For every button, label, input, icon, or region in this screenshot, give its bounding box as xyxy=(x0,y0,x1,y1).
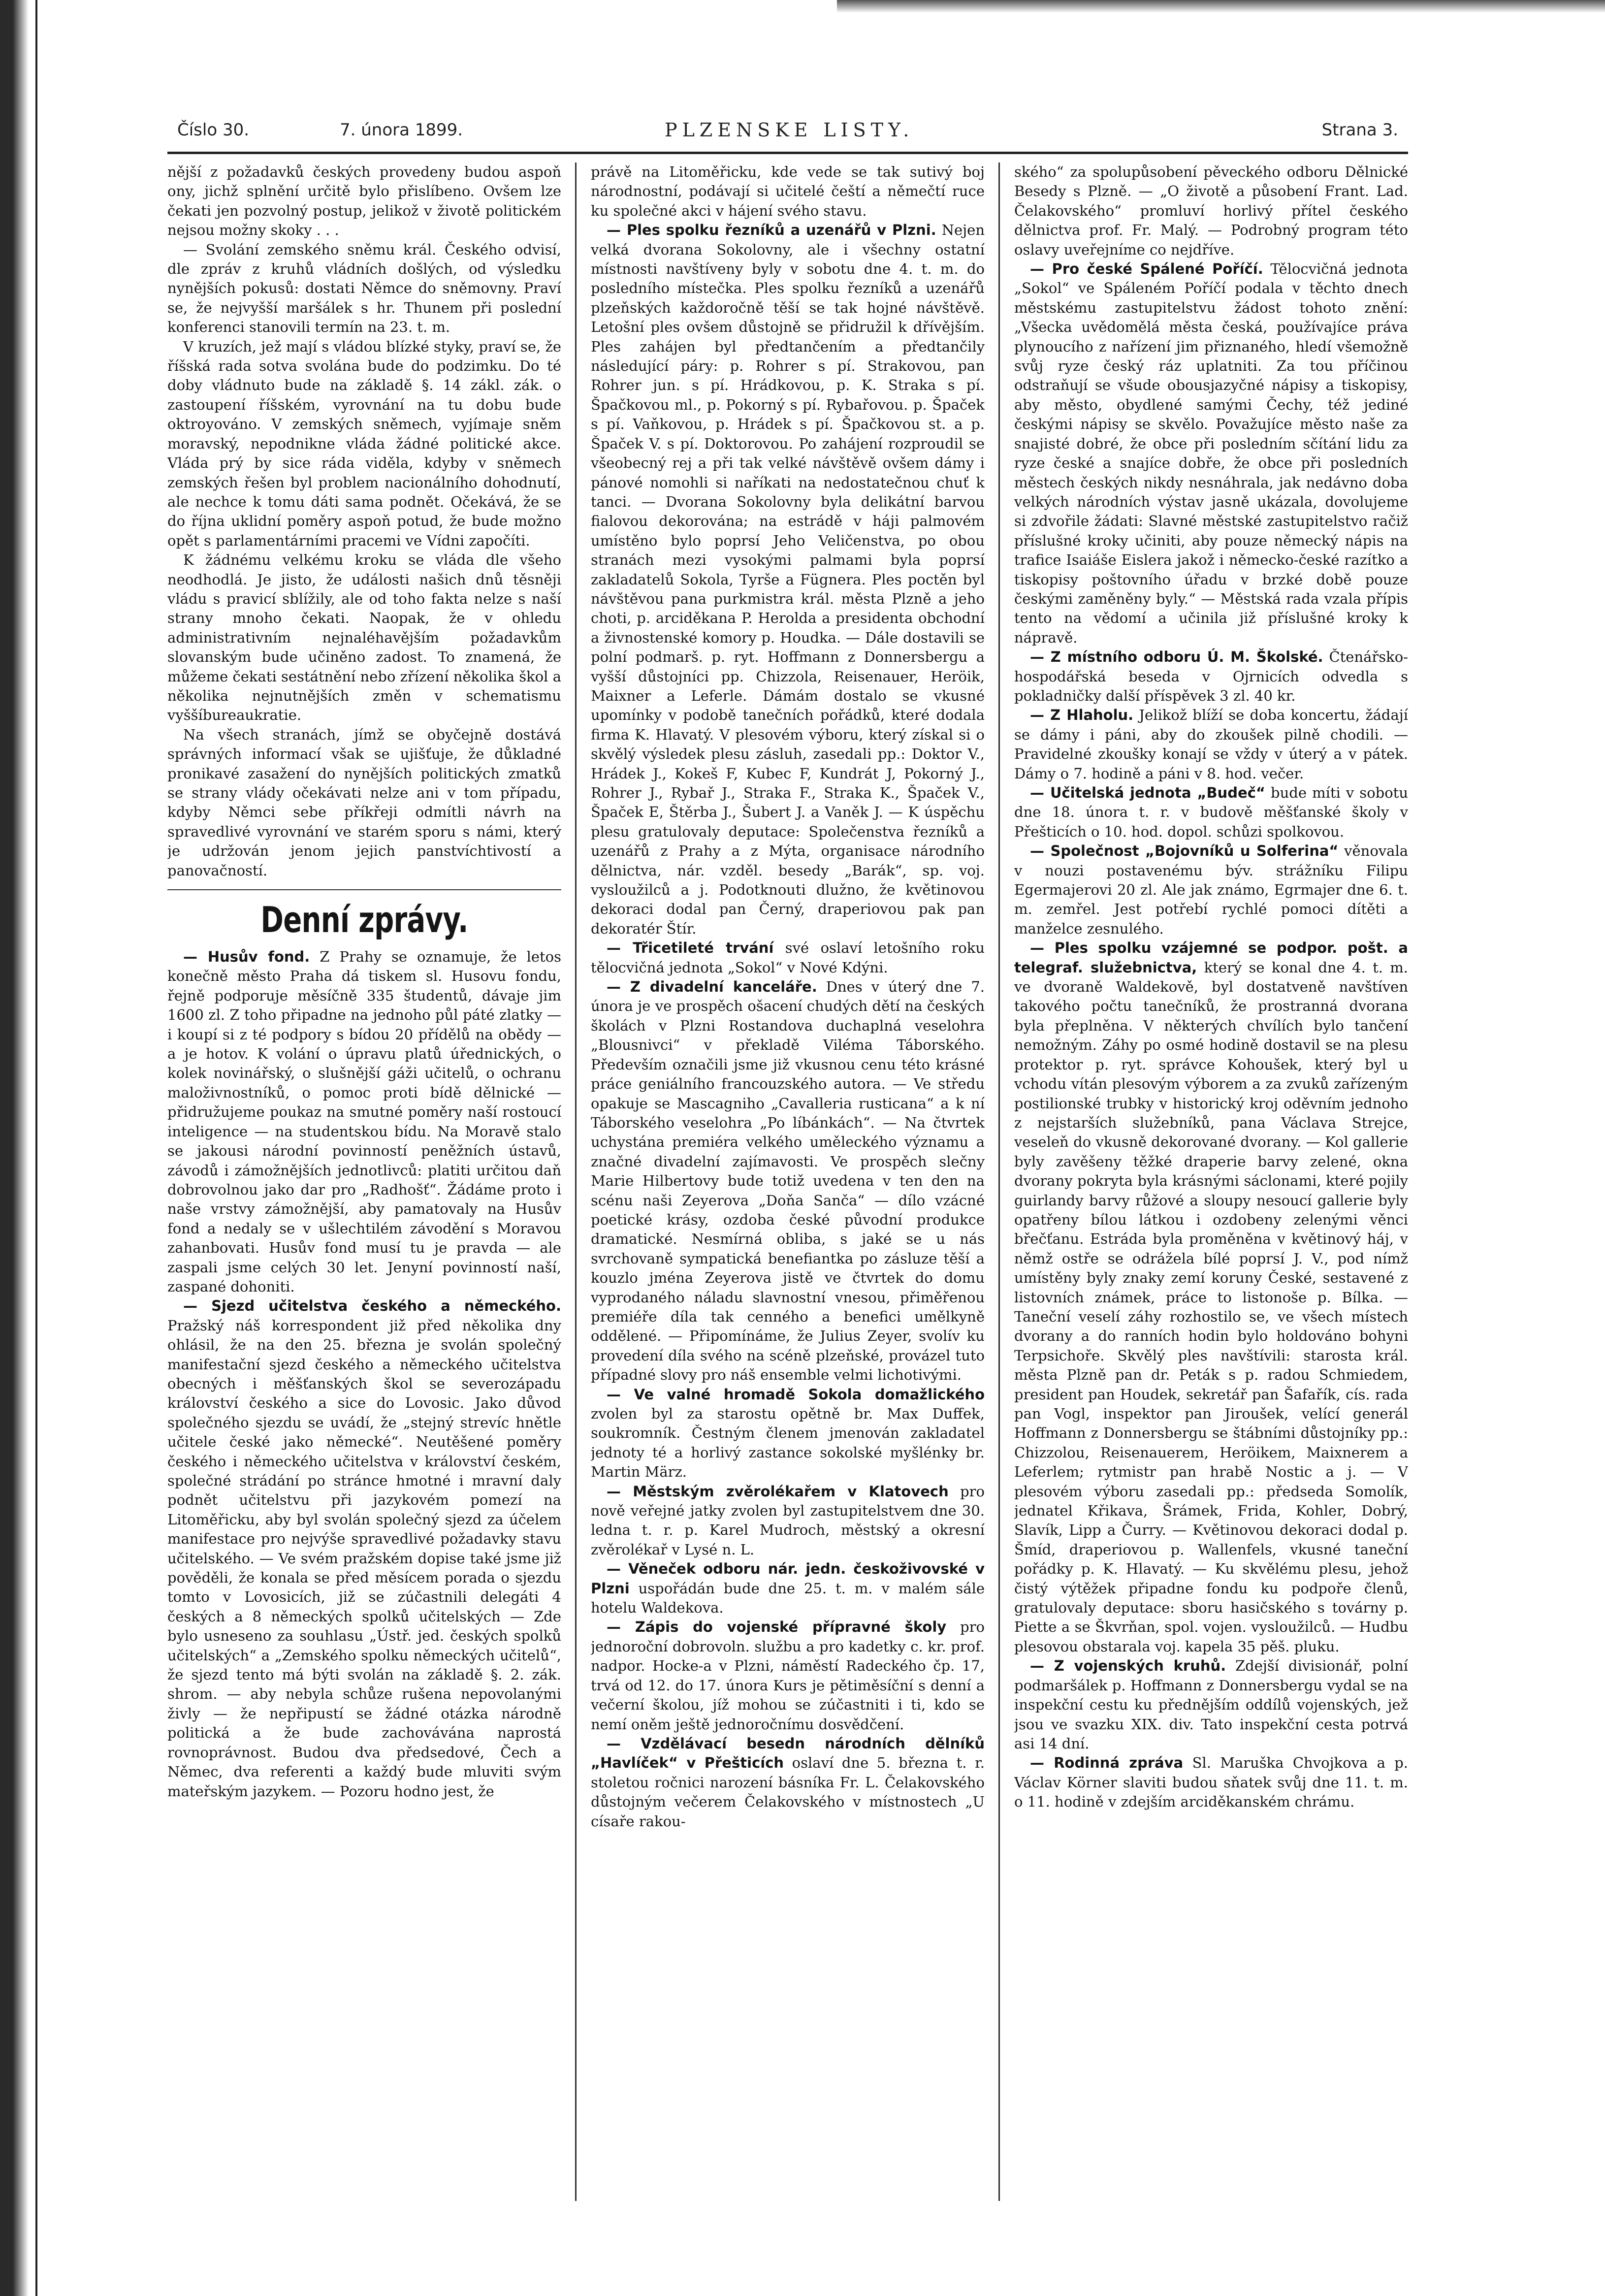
news-text: Sl. Maruška Chvojkova a p. Václav Körner slaviti budou sňatek svůj dne 11. t. m. o 11. hodině v zdejším arciděkanském chrámu. xyxy=(1014,1754,1408,1811)
article-continuation: ského“ za spolupůsobení pěveckého odboru Dělnické Besedy s Plzně. — „O životě a působení Frant. Lad. Čelakovského“ promluví horlivý přítel českého dělnictva prof. Fr. Malý. — Podrobný program této oslavy uveřejníme co nejdříve. xyxy=(1014,163,1408,258)
news-item xyxy=(591,1482,985,1560)
news-headline: — Ve valné hromadě Sokola domažlického xyxy=(607,1386,985,1403)
news-item xyxy=(1014,783,1408,841)
issue-number: Číslo 30. xyxy=(177,120,250,140)
column-divider xyxy=(575,162,577,2201)
news-text: Čtenářsko-hospodářská beseda v Ojrnicích odvedla s pokladničky další příspěvek 3 zl. 40 kr. xyxy=(1014,648,1408,704)
masthead-title: PLZENSKE LISTY. xyxy=(665,119,914,141)
scan-top-shadow xyxy=(837,0,1605,13)
news-headline: — Třicetileté trvání xyxy=(607,939,774,957)
article-paragraph: K žádnému velkému kroku se vláda dle všeho neodhodlá. Je jisto, že události našich dnů těsněji vládu s pravicí sblížily, ale od toho fakta nelze s naší strany mnoho čekati. Naopak, že v ohledu administrativním nejnaléhavějším požadavkům slovanským bude učiněno zadost. To znamená, že můžeme čekati sestátnění nebo zřízení několika škol a několika nejnutnějších změn v schematismu vyššíbureaukratie. xyxy=(167,551,561,724)
news-headline: — Sjezd učitelstva českého a německého. xyxy=(183,1297,561,1315)
news-headline: — Z Hlaholu. xyxy=(1030,707,1134,724)
news-headline: — Pro české Spálené Poříčí. xyxy=(1030,260,1263,278)
news-text: bude míti v sobotu dne 18. února t. r. v budově měšťanské školy v Přešticích o 10. hod. dopol. schůzi spolkovou. xyxy=(1014,784,1408,840)
news-text: který se konal dne 4. t. m. ve dvoraně Waldekově, byl dostatveně navštíven takového počtu tanečníků, že prostranná dvorana byla přeplněna. V některých chvílích bylo tančení nemožným. Záhy po osmé hodině dostavil se na plesu protektor p. ryt. správce Kohoušek, který byl u vchodu vítán plesovým výborem a za zvuků zařízeným postilionské trubky v historický kroj oděvním jednoho z nejstarších služebníků, pana Václava Strejce, veseleň do vkusně dekorované dvorany. — Kol gallerie byly zavěšeny těžké draperie barvy zelené, okna dvorany pokryta byla krásnými sáclonami, které pojily guirlandy barvy růžové a sloupy nesoucí gallerie byly opatřeny bílou látkou i ozdobeny zelenými věnci břečťanu. Estráda byla proměněna v květinový háj, v němž ostře se odrážela bílé poprsí J. V., pod nímž umístěny byly znaky zemí koruny České, sestavené z listovních známek, práce to listonoše p. Bílka. — Taneční veselí záhy rozhostilo se, ve všech místech dvorany a do ranních hodin bylo holdováno bohyni Terpsichoře. Skvělý ples navštívili: starosta král. města Plzně pan dr. Peták s p. radou Schmiedem, president pan Houdek, sekretář pan Šafařík, cís. rada pan Vogl, inspektor pan Jiroušek, velící generál Hoffmann z Donnersbergu se štábními důstojníky pp.: Chizzolou, Reisenauerem, Heröikem, Maixnerem a Leferlem; rytmistr pan hrabě Nostic a j. — V plesovém výboru zasedali pp.: předseda Somolík, jednatel Křikava, Šrámek, Frida, Kohler, Dobrý, Slavík, Lipp a Čurry. — Květinovou dekoraci dodal p. Šmíd, draperiovou p. Wallenfels, vkusné taneční pořádky p. K. Hlavatý. — Ku skvělému plesu, jehož čistý výtěžek připadne fondu ku podpoře členů, gratulovaly deputace: sboru hasičského s továrny p. Piette a se Škvrňan, spol. vojen. vysloužilců. — Hudbu plesovou obstarala voj. kapela 35 pěš. pluku. xyxy=(1014,959,1408,1655)
news-item xyxy=(167,947,561,1296)
news-item xyxy=(1014,259,1408,647)
article-continuation: právě na Litoměřicku, kde vede se tak sutivý boj národnostní, podávají si učitelé čeští a němečtí ruce ku společné akci v hájení svého stavu. xyxy=(591,163,985,219)
news-headline: — Ples spolku řezníků a uzenářů v Plzni. xyxy=(607,222,936,239)
article-paragraph: Na všech stranách, jímž se obyčejně dostává správných informací však se ujišťuje, že důkladné pronikavé zasažení do nynějších politických zmatků se strany vlády očekávati nelze ani v tom případu, kdyby Němci sebe příkřeji odmítli návrh na spravedlivé vyrovnání ve starém sporu s námi, který je udržován jenom jejich panstvíchtivostí a panovačností. xyxy=(167,726,561,879)
issue-date: 7. února 1899. xyxy=(340,120,463,140)
news-headline: — Z divadelní kanceláře. xyxy=(607,978,817,996)
news-item xyxy=(591,1385,985,1482)
header-rule xyxy=(167,152,1408,154)
news-item xyxy=(1014,938,1408,1656)
news-item xyxy=(591,1559,985,1617)
section-heading-denni-zpravy: Denní zprávy. xyxy=(260,899,468,941)
article-continuation: nější z požadavků českých provedeny budou aspoň ony, jichž splnění určitě bylo přislíbeno. Ovšem lze čekati jen pozvolný postup, jelikož v životě politickém nejsou možny skoky . . . xyxy=(167,163,561,239)
news-item xyxy=(1014,706,1408,783)
newspaper-page xyxy=(167,113,1408,2211)
news-headline: — Zápis do vojenské přípravné školy xyxy=(607,1618,947,1636)
news-headline: — Společnost „Bojovníků u Solferina“ xyxy=(1030,842,1339,860)
news-item xyxy=(591,1734,985,1831)
column-divider xyxy=(998,162,1000,2201)
news-headline: — Rodinná zpráva xyxy=(1030,1754,1184,1772)
news-headline: — Z vojenských kruhů. xyxy=(1030,1657,1226,1675)
column-2 xyxy=(591,162,985,2201)
news-item xyxy=(1014,1753,1408,1811)
news-item xyxy=(591,938,985,977)
news-text: Tělocvičná jednota „Sokol“ ve Spáleném Poříčí podala v těchto dnech městskému zastupitelstvu žádost tohoto znění: „Všecka uvědomělá města česká, používajíce práva plynoucího z nařízení jim přiznaného, hledí všemožně svůj ryze český ráz uplatniti. Za tou příčinou odstraňují se všude obousjazyčné nápisy a tiskopisy, aby město, obydlené samými Čechy, též jediné českými nápisy se skvělo. Považujíce město naše za snajisté dobré, že obce při posledním sčítání lidu za ryze české a snajíce dobře, že obce při posledních městech českých nikdy nesnáhrala, jak nedávno doba velkých národních výstav jasně ukázala, dovolujeme si zdvořile žádati: Slavné městské zastupitelstvo račiž příslušné kroky učiniti, aby pouze německý nápis na trafice Isaiáše Eislera jakož i německo-české razítko a tiskopisy poštovního úřadu v brzké době pouze českými zaměněny byly.“ — Městská rada vzala přípis tento na vědomí a učinila již příslušné kroky k nápravě. xyxy=(1014,260,1408,646)
news-headline: — Učitelská jednota „Budeč“ xyxy=(1030,784,1265,801)
news-headline: — Vzdělávací besedn národních dělníků „Havlíček“ v Přešticích xyxy=(591,1735,985,1772)
news-headline: — Městským zvěrolékařem v Klatovech xyxy=(607,1483,949,1500)
news-item xyxy=(1014,841,1408,938)
news-text: oslaví dne 5. března t. r. stoletou ročnici narození básníka Fr. L. Čelakovského důstojným večerem Čelakovského v místnostech „U císaře rakou- xyxy=(591,1754,985,1830)
section-rule xyxy=(167,889,561,890)
scan-binding-shadow xyxy=(0,0,29,2296)
news-item xyxy=(591,977,985,1385)
column-3 xyxy=(1014,162,1408,2201)
news-headline: — Z místního odboru Ú. M. Školské. xyxy=(1030,648,1323,666)
news-text: pro nově veřejné jatky zvolen byl zastupitelstvem dne 30. ledna t. r. p. Karel Mudroch, městský a okresní zvěrolékař v Lysé n. L. xyxy=(591,1483,985,1558)
news-text: své oslaví letošního roku tělocvičná jednota „Sokol“ v Nové Kdýni. xyxy=(591,939,985,976)
page-number: Strana 3. xyxy=(1321,120,1398,140)
news-text: pro jednoroční dobrovoln. službu a pro kadetky c. kr. prof. nadpor. Hocke-a v Plzni, náměstí Radeckého čp. 17, trvá od 12. do 17. února Kurs je pětiměsíční s denní a večerní školou, jíž mohou se zúčastniti i ti, kdo se nemí oněm ještě jednoročnímu dosvědčení. xyxy=(591,1618,985,1733)
news-text: Pražský náš korrespondent již před několika dny ohlásil, že na den 25. března je svolán společný manifestační sjezd českého a německého učitelstva obecných i měšťanských škol se severozápadu království českého a sice do Lovosic. Jako důvod společného sjezdu se uvádí, že „stejný strevíc hnětle učitele české jako německé“. Neutěšené poměry českého i německého učitelstva v království českém, společné strádání po stránce hmotné i mravní daly podnět učitelstvu při jazykovém pomezí na Litoměřicku, aby byl svolán společný sjezd za účelem manifestace pro nejvýše spravedlivé požadavky stavu učitelského. — Ve svém pražském dopise také jsme již pověděli, že konala se před měsícem porada o sjezdu tomto v Lovosicích, již se zúčastnili delegáti 4 českých a 8 německých spolků učitelských — Zde bylo usneseno za souhlasu „Ústř. jed. českých spolků učitelských“ a „Zemského spolku německých učitelů“, že sjezd tento má býti svolán na základě §. 2. zák. shrom. — aby nebyla schůze rušena nepovolanými živly — že nepřipustí se žádné otázka národně politická a že bude zachovávána naprostá rovnoprávnost. Budou dva předsedové, Čech a Němec, dva referenti a každý bude mluviti svým mateřským jazykem. — Pozoru hodno jest, že xyxy=(167,1317,561,1800)
news-text: zvolen byl za starostu opětně br. Max Duffek, soukromník. Čestným členem jmenován zakladatel jednoty té a horlivý zastance sokolské myšlénky br. Martin März. xyxy=(591,1405,985,1481)
column-1 xyxy=(167,162,561,2201)
news-item xyxy=(591,221,985,938)
news-text: Dnes v úterý dne 7. února je ve prospěch ošacení chudých dětí na českých školách v Plzni Rostandova duchaplná veselohra „Blousnivci“ v překladě Viléma Táborského. Především označili jsme již vkusnou cenu této krásné práce geniálního francouzského autora. — Ve středu opakuje se Mascagniho „Cavalleria rusticana“ a k ní Táborského veselohra „Po líbánkách“. — Na čtvrtek uchystána premiéra velkého uměleckého významu a značné divadelní zajímavosti. Ve prospěch slečny Marie Hilbertovy bude totiž uvedena v ten den na scénu naši Zeyerova „Doňa Sanča“ — dílo vzácné poetické krásy, ozdoba české původní produkce dramatické. Nesmírná obliba, s jaké se u nás svrchovaně sympatická benefiantka po zásluze těší a kouzlo jména Zeyerova jistě ve čtvrtek do domu vyprodaného náladu slavnostní vnesou, přiměřenou premiéře díla tak cenného a benefici umělkyně oddělené. — Připomínáme, že Julius Zeyer, svolív ku provedení díla svého na scéně plzeňské, provázel tuto případné slovy pro náš ensemble velmi lichotivými. xyxy=(591,978,985,1384)
news-item xyxy=(1014,1656,1408,1753)
news-item xyxy=(167,1296,561,1801)
news-text: Nejen velká dvorana Sokolovny, ale i všechny ostatní místnosti navštíveny byly v sobotu dne 4. t. m. do posledního místečka. Ples spolku řezníků a uzenářů plzeňských každoročně těší se tak hojné návštěvě. Letošní ples ovšem důstojně se přidružil k dřívějším. Ples zahájen byl předtančením a předtančily následující páry: p. Rohrer s pí. Strakovou, pan Rohrer jun. s pí. Hrádkovou, p. K. Straka s pí. Špačkovou ml., p. Pokorný s pí. Rybařovou. p. Špaček s pí. Vaňkovou, p. Hrádek s pí. Špačkovou st. a p. Špaček V. s pí. Doktorovou. Po zahájení rozproudil se všeobecný rej a při tak velké návštěvě ovšem dámy i pánové nomohli si naříkati na nedostatečnou chuť k tanci. — Dvorana Sokolovny byla delikátní barvou fialovou dekorována; na estrádě v háji palmovém umístěno bylo poprsí Jeho Veličenstva, po obou stranách mezi vysokými palmami byla poprsí zakladatelů Sokola, Tyrše a Fügnera. Ples poctěn byl návštěvou pana purkmistra král. města Plzně a jeho choti, p. arciděkana P. Herolda a presidenta obchodní a živnostenské komory p. Houdka. — Dále dostavili se polní podmarš. p. ryt. Hoffmann z Donnersbergu a vyšší důstojníci pp. Chizzola, Reisenauer, Heröik, Maixner a Leferle. Dámám dostalo se vkusné upomínky v podobě tanečních pořádků, které dodala firma K. Hlavatý. V plesovém výboru, který získal si o skvělý výsledek plesu zásluh, zasedali pp.: Doktor V., Hrádek J., Kokeš F, Kubec F, Kundrát J, Pokorný J., Rohrer J., Rybař J., Straka F., Straka K., Špaček V., Špaček E, Štěrba J., Šubert J. a Vaněk J. — K úspěchu plesu gratulovaly deputace: Společenstva řezníků a uzenářů z Prahy a z Mýta, organisace národního dělnictva, nár. vzděl. besedy „Barák“, sp. voj. vysloužilců a j. Podotknouti dlužno, že květinovou dekoraci dodal pan Černý, draperiovou pak pan dekoratér Štír. xyxy=(591,222,985,937)
news-item xyxy=(1014,647,1408,706)
scan-edge-line xyxy=(35,0,37,2296)
news-text: Zdejší divisionář, polní podmaršálek p. Hoffmann z Donnersbergu vydal se na inspekční cestu ku přednějším oddílů vojenských, jež jsou ve svazku XIX. div. Tato inspekční cesta potrvá asi 14 dní. xyxy=(1014,1657,1408,1752)
page-header xyxy=(167,113,1408,148)
news-text: věnovala v nouzi postavenému býv. strážníku Filipu Egermajerovi 20 zl. Ale jak známo, Egrmajer dne 6. t. m. zemřel. Jest potřebí rychlé pomoci dítěti a manželce zesnulého. xyxy=(1014,842,1408,937)
news-headline: — Věneček odboru nár. jedn. českoživovské v Plzni xyxy=(591,1560,985,1597)
news-headline: — Husův fond. xyxy=(183,948,310,966)
article-paragraph: — Svolání zemského sněmu král. Českého odvisí, dle zpráv z kruhů vládních došlých, od výsledku nynějších pokusů: dostati Němce do sněmovny. Praví se, že nejvyšší maršálek s hr. Thunem při poslední konferenci stanovili termín na 23. t. m. xyxy=(167,241,561,336)
news-item xyxy=(591,1617,985,1734)
news-text: Z Prahy se oznamuje, že letos konečně město Praha dá tiskem sl. Husovu fondu, řejně podporuje měsíčně 335 študentů, dávaje jim 1600 zl. Z toho připadne na jednoho půl páté zlatky — i koupí si z té podpory s bídou 20 přídělů na obědy — a je hotov. K volání o úpravu platů úřednických, o kolek novinářský, o slušnější gáži učitelů, o ochranu maloživnostníků, o pomoc proti bídě dělnické — přidružujeme poukaz na smutné poměry naší rostoucí inteligence — na studentskou bídu. Na Moravě stalo se jakousi národní povinností peněžních ústavů, závodů i zámožnějších jednotlivců: platiti určitou daň dobrovolnou jako dar pro „Radhošť“. Žádáme proto i naše vrstvy zámožnější, aby pamatovaly na Husův fond a nedaly se v ušlechtilém závodění s Moravou zahanbovati. Husův fond musí tu je pravda — ale zaspali jsme celých 30 let. Jenyní povinností naší, zaspané dohoniti. xyxy=(167,948,561,1295)
news-headline: — Ples spolku vzájemné se podpor. pošt. a telegraf. služebnictva, xyxy=(1014,939,1408,976)
news-text: Jelikož blíží se doba koncertu, žádají se dámy i páni, aby do zkoušek pilně chodili. — Pravidelné zkoušky konají se vždy v úterý a v pátek. Dámy o 7. hodině a páni v 8. hod. večer. xyxy=(1014,707,1408,782)
article-paragraph: V kruzích, jež mají s vládou blízké styky, praví se, že říšská rada sotva svolána bude do podzimku. Do té doby vládnuto bude na základě §. 14 zákl. zák. o zastoupení říšském, vyrovnání na tu dobu bude oktroyováno. V zemských sněmech, vyjímaje sněm moravský, nepodnikne vláda žádné politické akce. Vláda prý by sice ráda viděla, kdyby v sněmech zemských řešen byl problem nacionálního dohodnutí, ale nechce k tomu dáti sama podnět. Očekává, že se do října uklidní poměry aspoň potud, že bude možno opět s parlamentárními pracemi ve Vídni započíti. xyxy=(167,338,561,549)
news-text: uspořádán bude dne 25. t. m. v malém sále hotelu Waldekova. xyxy=(591,1580,985,1617)
